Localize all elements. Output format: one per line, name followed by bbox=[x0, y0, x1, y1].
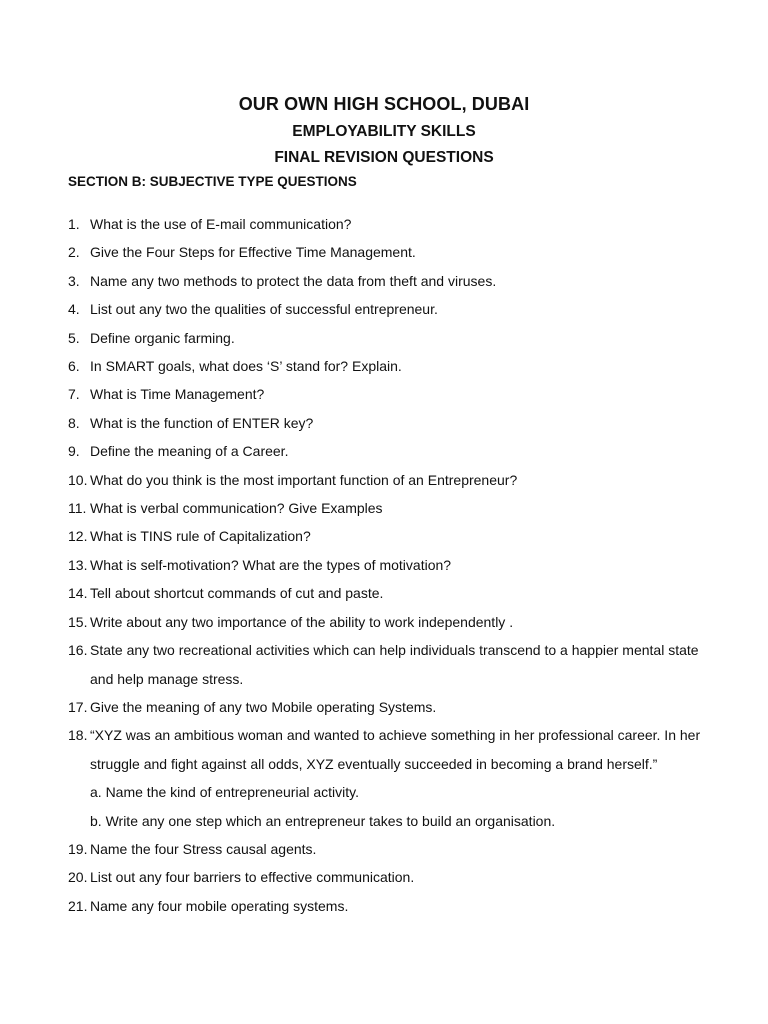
question-number: 17. bbox=[68, 698, 88, 715]
question-item bbox=[68, 210, 708, 238]
question-number: 5. bbox=[68, 329, 80, 346]
question-item bbox=[68, 267, 708, 295]
question-text: Tell about shortcut commands of cut and paste. bbox=[90, 585, 384, 602]
question-item bbox=[68, 608, 708, 636]
question-text: Give the meaning of any two Mobile operating Systems. bbox=[90, 698, 437, 715]
question-item bbox=[68, 892, 708, 920]
question-item bbox=[68, 551, 708, 579]
question-text: Write about any two importance of the ability to work independently . bbox=[90, 613, 514, 630]
question-number: 1. bbox=[68, 216, 80, 232]
question-number: 2. bbox=[68, 244, 80, 261]
question-text: “XYZ was an ambitious woman and wanted to achieve something in her professional career. In her struggle and fight against all odds, XYZ eventually succeeded in becoming a brand herself.” bbox=[90, 727, 701, 772]
question-number: 20. bbox=[68, 869, 88, 886]
question-number: 9. bbox=[68, 443, 80, 460]
revision-title: FINAL REVISION QUESTIONS bbox=[274, 149, 494, 166]
school-title: OUR OWN HIGH SCHOOL, DUBAI bbox=[238, 94, 530, 114]
question-item bbox=[68, 835, 708, 863]
question-text: What is the function of ENTER key? bbox=[90, 414, 314, 431]
question-item bbox=[68, 238, 708, 266]
question-number: 8. bbox=[68, 414, 80, 431]
question-number: 7. bbox=[68, 386, 80, 403]
question-number: 11. bbox=[68, 500, 87, 517]
subject-title: EMPLOYABILITY SKILLS bbox=[292, 123, 476, 140]
question-text: List out any two the qualities of successful entrepreneur. bbox=[90, 301, 438, 318]
question-text: What is TINS rule of Capitalization? bbox=[90, 528, 311, 545]
question-number: 21. bbox=[68, 897, 88, 914]
question-number: 19. bbox=[68, 840, 88, 857]
question-number: 13. bbox=[68, 556, 88, 573]
question-item bbox=[68, 494, 708, 522]
question-text: What is self-motivation? What are the types of motivation? bbox=[90, 556, 452, 573]
question-item bbox=[68, 437, 708, 465]
question-item bbox=[68, 466, 708, 494]
question-text-block bbox=[90, 721, 708, 778]
question-item bbox=[68, 636, 708, 693]
question-text: What is Time Management? bbox=[90, 386, 265, 403]
sub-question-a: a. Name the kind of entrepreneurial activity. bbox=[90, 784, 359, 801]
question-number: 12. bbox=[68, 528, 88, 545]
question-list bbox=[68, 210, 708, 920]
question-number: 14. bbox=[68, 585, 88, 602]
question-text: In SMART goals, what does ‘S’ stand for? Explain. bbox=[90, 358, 402, 375]
question-text: Name any four mobile operating systems. bbox=[90, 897, 349, 914]
question-item bbox=[68, 579, 708, 607]
question-text: Name the four Stress causal agents. bbox=[90, 840, 317, 857]
question-item bbox=[68, 295, 708, 323]
question-text: Define organic farming. bbox=[90, 329, 235, 346]
question-number: 16. bbox=[68, 642, 88, 659]
question-item bbox=[68, 522, 708, 550]
question-text: What do you think is the most important function of an Entrepreneur? bbox=[90, 471, 518, 488]
question-number: 6. bbox=[68, 358, 80, 375]
question-text: Name any two methods to protect the data from theft and viruses. bbox=[90, 272, 497, 289]
question-text: What is the use of E-mail communication? bbox=[90, 216, 352, 232]
question-item bbox=[68, 409, 708, 437]
section-title: SECTION B: SUBJECTIVE TYPE QUESTIONS bbox=[68, 174, 357, 189]
question-text: State any two recreational activities which can help individuals transcend to a happier mental state and help manage stress. bbox=[90, 642, 699, 687]
question-text: Define the meaning of a Career. bbox=[90, 443, 289, 460]
question-item bbox=[68, 721, 708, 778]
question-number: 10. bbox=[68, 471, 88, 488]
question-text: List out any four barriers to effective communication. bbox=[90, 869, 415, 886]
question-item bbox=[68, 863, 708, 891]
question-item bbox=[68, 352, 708, 380]
question-number: 18. bbox=[68, 727, 88, 744]
question-text: Give the Four Steps for Effective Time Management. bbox=[90, 244, 416, 261]
question-number: 4. bbox=[68, 301, 80, 318]
question-number: 15. bbox=[68, 613, 88, 630]
question-item bbox=[68, 693, 708, 721]
sub-question-b: b. Write any one step which an entrepreneur takes to build an organisation. bbox=[90, 812, 556, 829]
question-item bbox=[68, 324, 708, 352]
question-number: 3. bbox=[68, 272, 80, 289]
question-text: What is verbal communication? Give Examples bbox=[90, 500, 383, 517]
question-item bbox=[68, 380, 708, 408]
